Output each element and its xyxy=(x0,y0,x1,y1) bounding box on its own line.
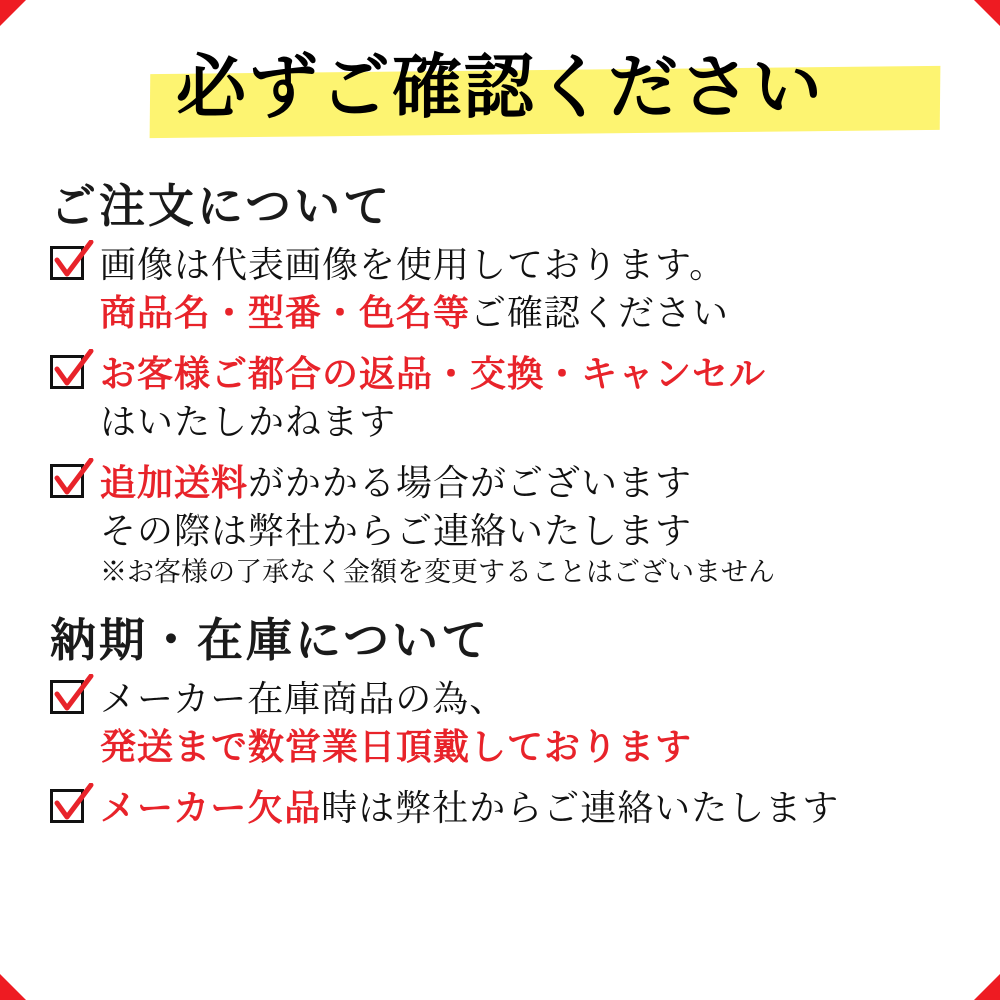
list-item xyxy=(50,351,956,446)
notice-line: お客様ご都合の返品・交換・キャンセル xyxy=(100,353,767,396)
checkbox-checked-icon xyxy=(50,789,90,829)
notice-line: はいたしかねます xyxy=(100,401,397,443)
corner-accent-bottom-right xyxy=(974,974,1000,1000)
section-heading: 納期・在庫について xyxy=(50,613,491,668)
list-item-text xyxy=(100,785,956,833)
notice-emphasis: 商品名・型番・色名等 xyxy=(100,291,471,334)
notice-text: ご確認ください xyxy=(470,292,730,334)
notice-line xyxy=(100,785,956,833)
notice-text: 時は弊社からご連絡いたします xyxy=(321,788,840,830)
page-title-area xyxy=(44,34,956,164)
list-item-text xyxy=(100,242,956,337)
list-item xyxy=(50,460,956,590)
corner-accent-bottom-left xyxy=(0,974,26,1000)
list-item-text xyxy=(100,676,956,771)
notice-line: 発送まで数営業日頂戴しております xyxy=(100,725,693,768)
notice-line: その際は弊社からご連絡いたします xyxy=(100,510,693,552)
checkbox-checked-icon xyxy=(50,680,90,720)
section-order xyxy=(44,170,956,590)
notice-line: 画像は代表画像を使用しております。 xyxy=(100,245,727,286)
list-item-text xyxy=(100,460,956,590)
notice-emphasis: 追加送料 xyxy=(100,462,249,505)
checkbox-checked-icon xyxy=(50,246,90,286)
section-heading: ご注文について xyxy=(50,179,393,233)
checkbox-checked-icon xyxy=(50,355,90,395)
page-title: 必ずご確認ください xyxy=(176,45,824,128)
list-item-text xyxy=(100,351,956,446)
list-item xyxy=(50,676,956,771)
notice-text: がかかる場合がございます xyxy=(248,463,693,505)
checkbox-checked-icon xyxy=(50,464,90,504)
corner-accent-top-right xyxy=(974,0,1000,26)
notice-footnote: ※お客様の了承なく金額を変更することはございません xyxy=(100,557,775,589)
notice-line: メーカー在庫商品の為、 xyxy=(100,679,507,721)
notice-line xyxy=(100,460,956,508)
list-item xyxy=(50,785,956,833)
list-item xyxy=(50,242,956,337)
section-delivery-stock xyxy=(44,604,956,833)
notice-line xyxy=(100,290,956,338)
notice-emphasis: メーカー欠品 xyxy=(100,787,322,830)
corner-accent-top-left xyxy=(0,0,26,26)
